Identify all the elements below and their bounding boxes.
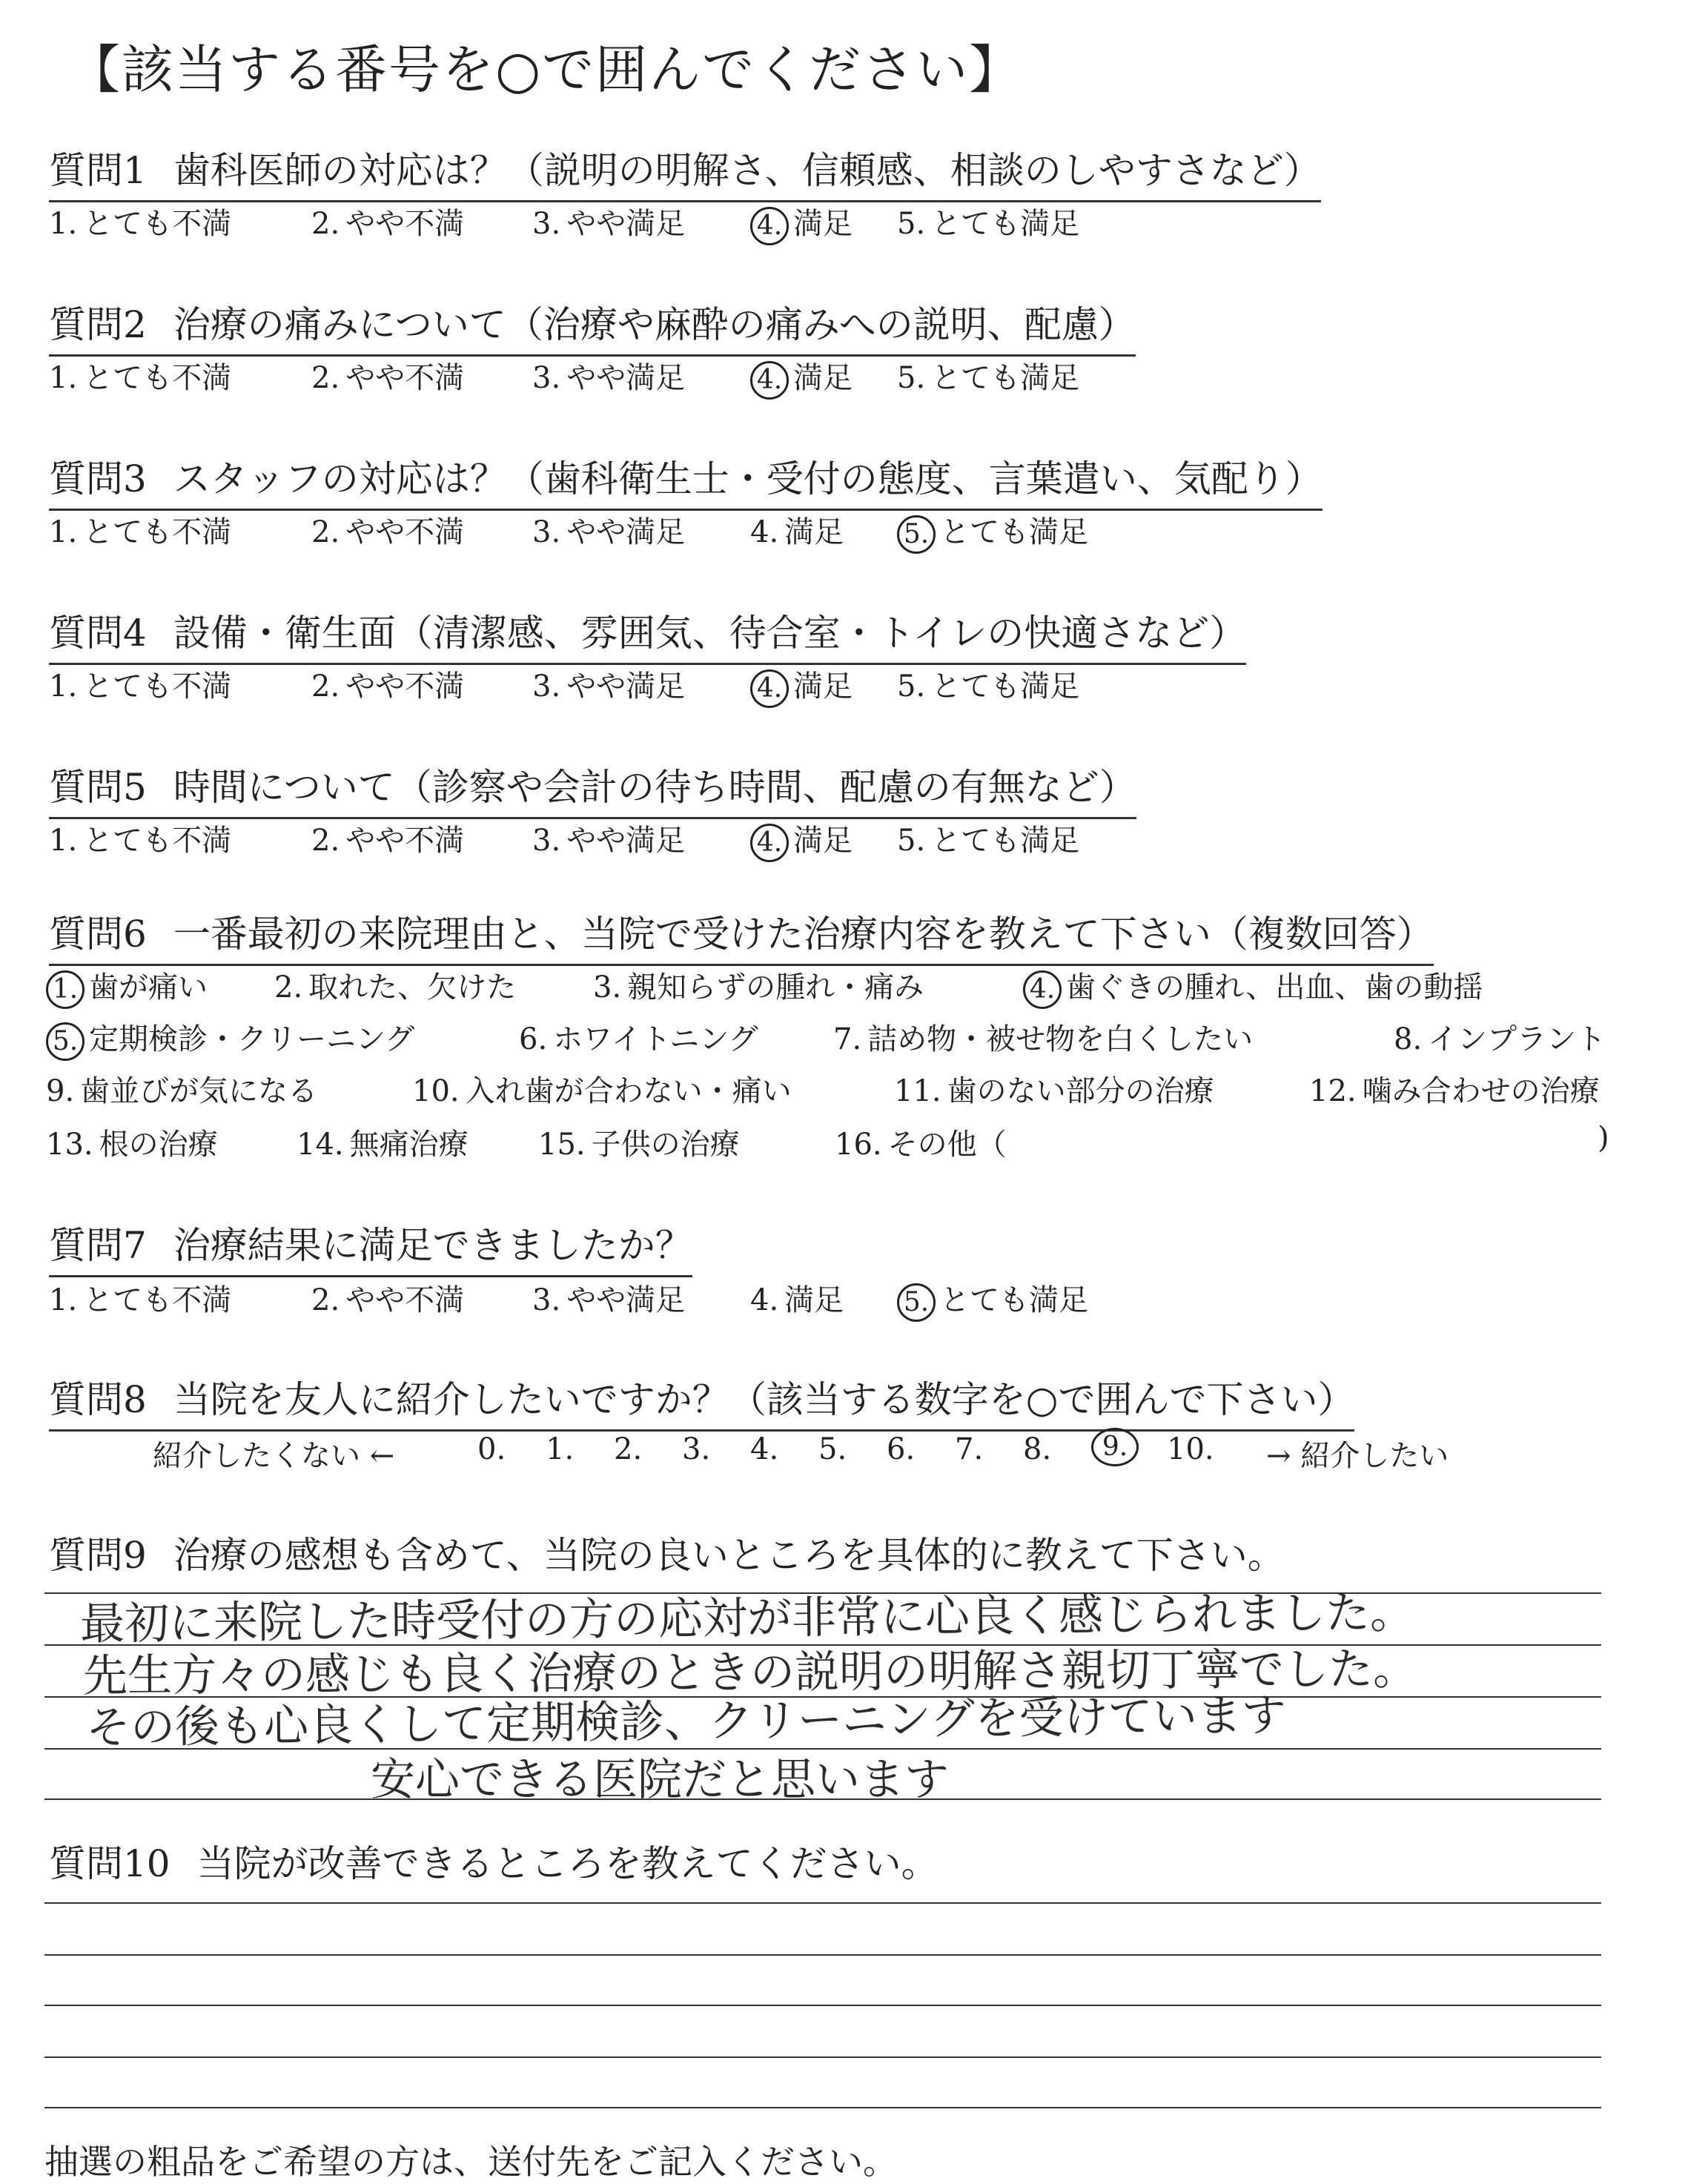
option-label: やや満足 xyxy=(566,361,686,395)
option-label: やや満足 xyxy=(566,207,686,241)
option-number: 9. xyxy=(46,1074,75,1108)
option-4 xyxy=(750,509,844,551)
option-label: とても不満 xyxy=(83,207,232,241)
option-label: 満足 xyxy=(793,207,853,241)
q7-title: 質問7 治療結果に満足できましたか？ xyxy=(49,1216,692,1277)
option-number: 7. xyxy=(833,1022,862,1056)
question-text: 時間について（診察や会計の待ち時間、配慮の有無など） xyxy=(173,766,1136,809)
selected-circle-mark: 5. xyxy=(46,1022,85,1061)
q6-option xyxy=(412,1068,792,1110)
question-text: 治療の痛みについて（治療や麻酔の痛みへの説明、配慮） xyxy=(173,303,1136,346)
q8-right-label: → 紹介したい xyxy=(1266,1439,1449,1473)
q6-option xyxy=(835,1121,1007,1163)
option-number: 12. xyxy=(1309,1074,1357,1108)
q6-option xyxy=(46,1016,414,1061)
option-number: 1. xyxy=(49,824,78,858)
option-3 xyxy=(532,817,685,859)
option-label: 満足 xyxy=(784,515,844,549)
option-number: 1. xyxy=(49,669,78,704)
option-label: 入れ歯が合わない・痛い xyxy=(465,1074,792,1108)
option-2 xyxy=(311,354,464,397)
option-number: 16. xyxy=(835,1128,882,1162)
option-number: 1. xyxy=(49,1283,78,1317)
question-text: 歯科医師の対応は？（説明の明解さ、信頼感、相談のしやすさなど） xyxy=(173,149,1321,192)
q6-option xyxy=(593,964,924,1006)
q9-handwritten-line: 安心できる医院だと思います xyxy=(371,1754,949,1806)
option-label: 満足 xyxy=(784,1283,844,1317)
scale-value: 7. xyxy=(955,1432,984,1466)
selected-circle-mark: 5. xyxy=(897,1283,936,1322)
option-label: 根の治療 xyxy=(99,1128,218,1162)
question-number: 質問4 xyxy=(49,612,147,655)
q10-line-2 xyxy=(44,2005,1601,2006)
q6-option xyxy=(274,964,516,1006)
q8-title: 質問8 当院を友人に紹介したいですか？（該当する数字を○で囲んで下さい） xyxy=(49,1370,1354,1432)
scale-value: 2. xyxy=(614,1432,643,1466)
option-label: やや満足 xyxy=(566,824,686,858)
q9-handwritten-line: 先生方々の感じも良く治療のときの説明の明解さ親切丁寧でした。 xyxy=(82,1643,1418,1702)
option-label: とても不満 xyxy=(83,515,232,549)
option-2 xyxy=(311,509,464,551)
option-number: 5. xyxy=(897,207,926,241)
option-number: 14. xyxy=(297,1128,344,1162)
option-5 xyxy=(897,354,1079,397)
option-number: 2. xyxy=(311,361,340,395)
option-label: やや満足 xyxy=(566,669,686,704)
q2-title xyxy=(49,295,1136,357)
option-number: 5. xyxy=(897,669,926,704)
q6-option xyxy=(1394,1016,1606,1058)
option-label: インプラント xyxy=(1428,1022,1606,1056)
option-label: やや不満 xyxy=(345,824,465,858)
q10-line-1 xyxy=(44,1954,1601,1956)
option-5 xyxy=(897,663,1079,705)
option-4 xyxy=(750,200,853,245)
option-label: とても不満 xyxy=(83,824,232,858)
option-label: やや不満 xyxy=(345,361,465,395)
option-label: 歯が痛い xyxy=(89,970,208,1005)
option-1 xyxy=(49,817,231,859)
option-number: 1. xyxy=(49,361,78,395)
option-number: 2. xyxy=(311,1283,340,1317)
option-number: 1. xyxy=(49,515,78,549)
option-number: 3. xyxy=(593,970,622,1005)
q10-line-3 xyxy=(44,2056,1601,2058)
scale-value: 4. xyxy=(750,1432,779,1466)
selected-circle-mark: 5. xyxy=(897,515,936,554)
option-1 xyxy=(49,354,231,397)
option-5 xyxy=(897,200,1079,242)
question-number: 質問3 xyxy=(49,457,147,500)
footer-note: 抽選の粗品をご希望の方は、送付先をご記入ください。 xyxy=(44,2142,897,2182)
option-label: 取れた、欠けた xyxy=(308,970,517,1005)
option-4 xyxy=(750,354,853,400)
option-5 xyxy=(897,509,1088,554)
option-2 xyxy=(311,1277,464,1319)
option-number: 3. xyxy=(532,515,561,549)
q9-handwritten-line: 最初に来院した時受付の方の応対が非常に心良く感じられました。 xyxy=(79,1586,1415,1650)
option-label: やや不満 xyxy=(345,207,465,241)
question-text: スタッフの対応は？（歯科衛生士・受付の態度、言葉遣い、気配り） xyxy=(173,457,1323,500)
q6-option xyxy=(46,1068,317,1110)
option-label: とても満足 xyxy=(931,361,1080,395)
q6-option xyxy=(1309,1068,1600,1110)
option-number: 10. xyxy=(412,1074,460,1108)
scale-value: 10. xyxy=(1167,1432,1214,1466)
scale-value: 3. xyxy=(682,1432,711,1466)
scale-value: 8. xyxy=(1023,1432,1052,1466)
option-3 xyxy=(532,354,685,397)
option-label: 子供の治療 xyxy=(591,1128,740,1162)
option-label: やや満足 xyxy=(566,1283,686,1317)
scale-value: 1. xyxy=(546,1432,575,1466)
option-number: 4. xyxy=(750,1283,779,1317)
q6-option xyxy=(538,1121,740,1163)
q10-title: 質問10 当院が改善できるところを教えてください。 xyxy=(49,1842,939,1885)
option-label: やや不満 xyxy=(345,1283,465,1317)
option-number: 2. xyxy=(274,970,303,1005)
option-2 xyxy=(311,200,464,242)
option-label: とても不満 xyxy=(83,361,232,395)
q8-left-label: 紹介したくない ← xyxy=(153,1439,395,1473)
option-3 xyxy=(532,200,685,242)
option-number: 13. xyxy=(46,1128,93,1162)
option-3 xyxy=(532,663,685,705)
option-1 xyxy=(49,1277,231,1319)
option-label: とても満足 xyxy=(931,207,1080,241)
option-2 xyxy=(311,663,464,705)
option-4 xyxy=(750,1277,844,1319)
option-label: 歯並びが気になる xyxy=(80,1074,318,1108)
option-3 xyxy=(532,1277,685,1319)
q6-option xyxy=(1023,964,1483,1009)
option-label: 親知らずの腫れ・痛み xyxy=(627,970,924,1005)
option-1 xyxy=(49,509,231,551)
option-1 xyxy=(49,663,231,705)
q3-title xyxy=(49,449,1323,511)
question-number: 質問1 xyxy=(49,149,147,192)
q4-title xyxy=(49,603,1246,665)
q6-option xyxy=(894,1068,1214,1110)
option-label: 満足 xyxy=(793,824,853,858)
option-1 xyxy=(49,200,231,242)
option-5 xyxy=(897,1277,1088,1322)
option-number: 2. xyxy=(311,515,340,549)
option-number: 2. xyxy=(311,207,340,241)
option-number: 8. xyxy=(1394,1022,1423,1056)
selected-circle-mark: 4. xyxy=(1023,970,1062,1009)
selected-circle-mark: 4. xyxy=(750,207,789,245)
option-number: 5. xyxy=(897,824,926,858)
q9-handwritten-line: その後も心良くして定期検診、クリーニングを受けています xyxy=(85,1690,1287,1754)
q6-option xyxy=(297,1121,469,1163)
selected-circle-mark: 1. xyxy=(46,970,85,1009)
option-label: とても満足 xyxy=(940,515,1088,549)
scale-value: 0. xyxy=(477,1432,506,1466)
option-label: とても満足 xyxy=(931,669,1080,704)
q10-line-0 xyxy=(44,1902,1601,1904)
question-text: 設備・衛生面（清潔感、雰囲気、待合室・トイレの快適さなど） xyxy=(173,612,1247,655)
option-number: 3. xyxy=(532,824,561,858)
option-4 xyxy=(750,663,853,708)
option-number: 5. xyxy=(897,361,926,395)
option-label: 無痛治療 xyxy=(349,1128,469,1162)
question-number: 質問5 xyxy=(49,766,147,809)
option-number: 4. xyxy=(750,515,779,549)
q1-title xyxy=(49,141,1321,202)
selected-circle-mark: 9. xyxy=(1091,1428,1139,1466)
option-number: 11. xyxy=(894,1074,941,1108)
option-number: 3. xyxy=(532,207,561,241)
option-label: やや満足 xyxy=(566,515,686,549)
option-number: 2. xyxy=(311,669,340,704)
option-label: 噛み合わせの治療 xyxy=(1362,1074,1600,1108)
option-label: やや不満 xyxy=(345,515,465,549)
option-label: とても不満 xyxy=(83,669,232,704)
option-label: とても満足 xyxy=(931,824,1080,858)
option-label: 満足 xyxy=(793,361,853,395)
option-label: とても不満 xyxy=(83,1283,232,1317)
option-5 xyxy=(897,817,1079,859)
q6-option xyxy=(46,964,208,1009)
option-3 xyxy=(532,509,685,551)
option-number: 3. xyxy=(532,361,561,395)
option-number: 1. xyxy=(49,207,78,241)
q6-option xyxy=(46,1121,218,1163)
option-number: 3. xyxy=(532,1283,561,1317)
selected-circle-mark: 4. xyxy=(750,669,789,708)
q6-option xyxy=(519,1016,758,1058)
scale-value: 6. xyxy=(887,1432,916,1466)
option-label: 定期検診・クリーニング xyxy=(89,1022,415,1056)
q6-other-close: ) xyxy=(1598,1121,1609,1155)
option-label: 歯のない部分の治療 xyxy=(947,1074,1214,1108)
option-label: とても満足 xyxy=(940,1283,1088,1317)
q5-title xyxy=(49,758,1136,819)
option-label: やや不満 xyxy=(345,669,465,704)
q10-line-4 xyxy=(44,2107,1601,2108)
option-label: 詰め物・被せ物を白くしたい xyxy=(867,1022,1254,1056)
option-label: ホワイトニング xyxy=(553,1022,758,1056)
option-number: 6. xyxy=(519,1022,548,1056)
option-label: 歯ぐきの腫れ、出血、歯の動揺 xyxy=(1066,970,1483,1005)
scale-value: 5. xyxy=(818,1432,847,1466)
selected-circle-mark: 4. xyxy=(750,361,789,400)
selected-circle-mark: 4. xyxy=(750,824,789,862)
option-number: 2. xyxy=(311,824,340,858)
question-number: 質問2 xyxy=(49,303,147,346)
option-label: 満足 xyxy=(793,669,853,704)
option-4 xyxy=(750,817,853,862)
q6-title: 質問6 一番最初の来院理由と、当院で受けた治療内容を教えて下さい（複数回答） xyxy=(49,904,1434,966)
option-number: 15. xyxy=(538,1128,586,1162)
option-label: その他（ xyxy=(887,1128,1007,1162)
option-number: 3. xyxy=(532,669,561,704)
q6-option xyxy=(833,1016,1253,1058)
option-2 xyxy=(311,817,464,859)
q9-title: 質問9 治療の感想も含めて、当院の良いところを具体的に教えて下さい。 xyxy=(49,1534,1285,1577)
form-header: 【該当する番号を○で囲んでください】 xyxy=(68,39,1023,100)
